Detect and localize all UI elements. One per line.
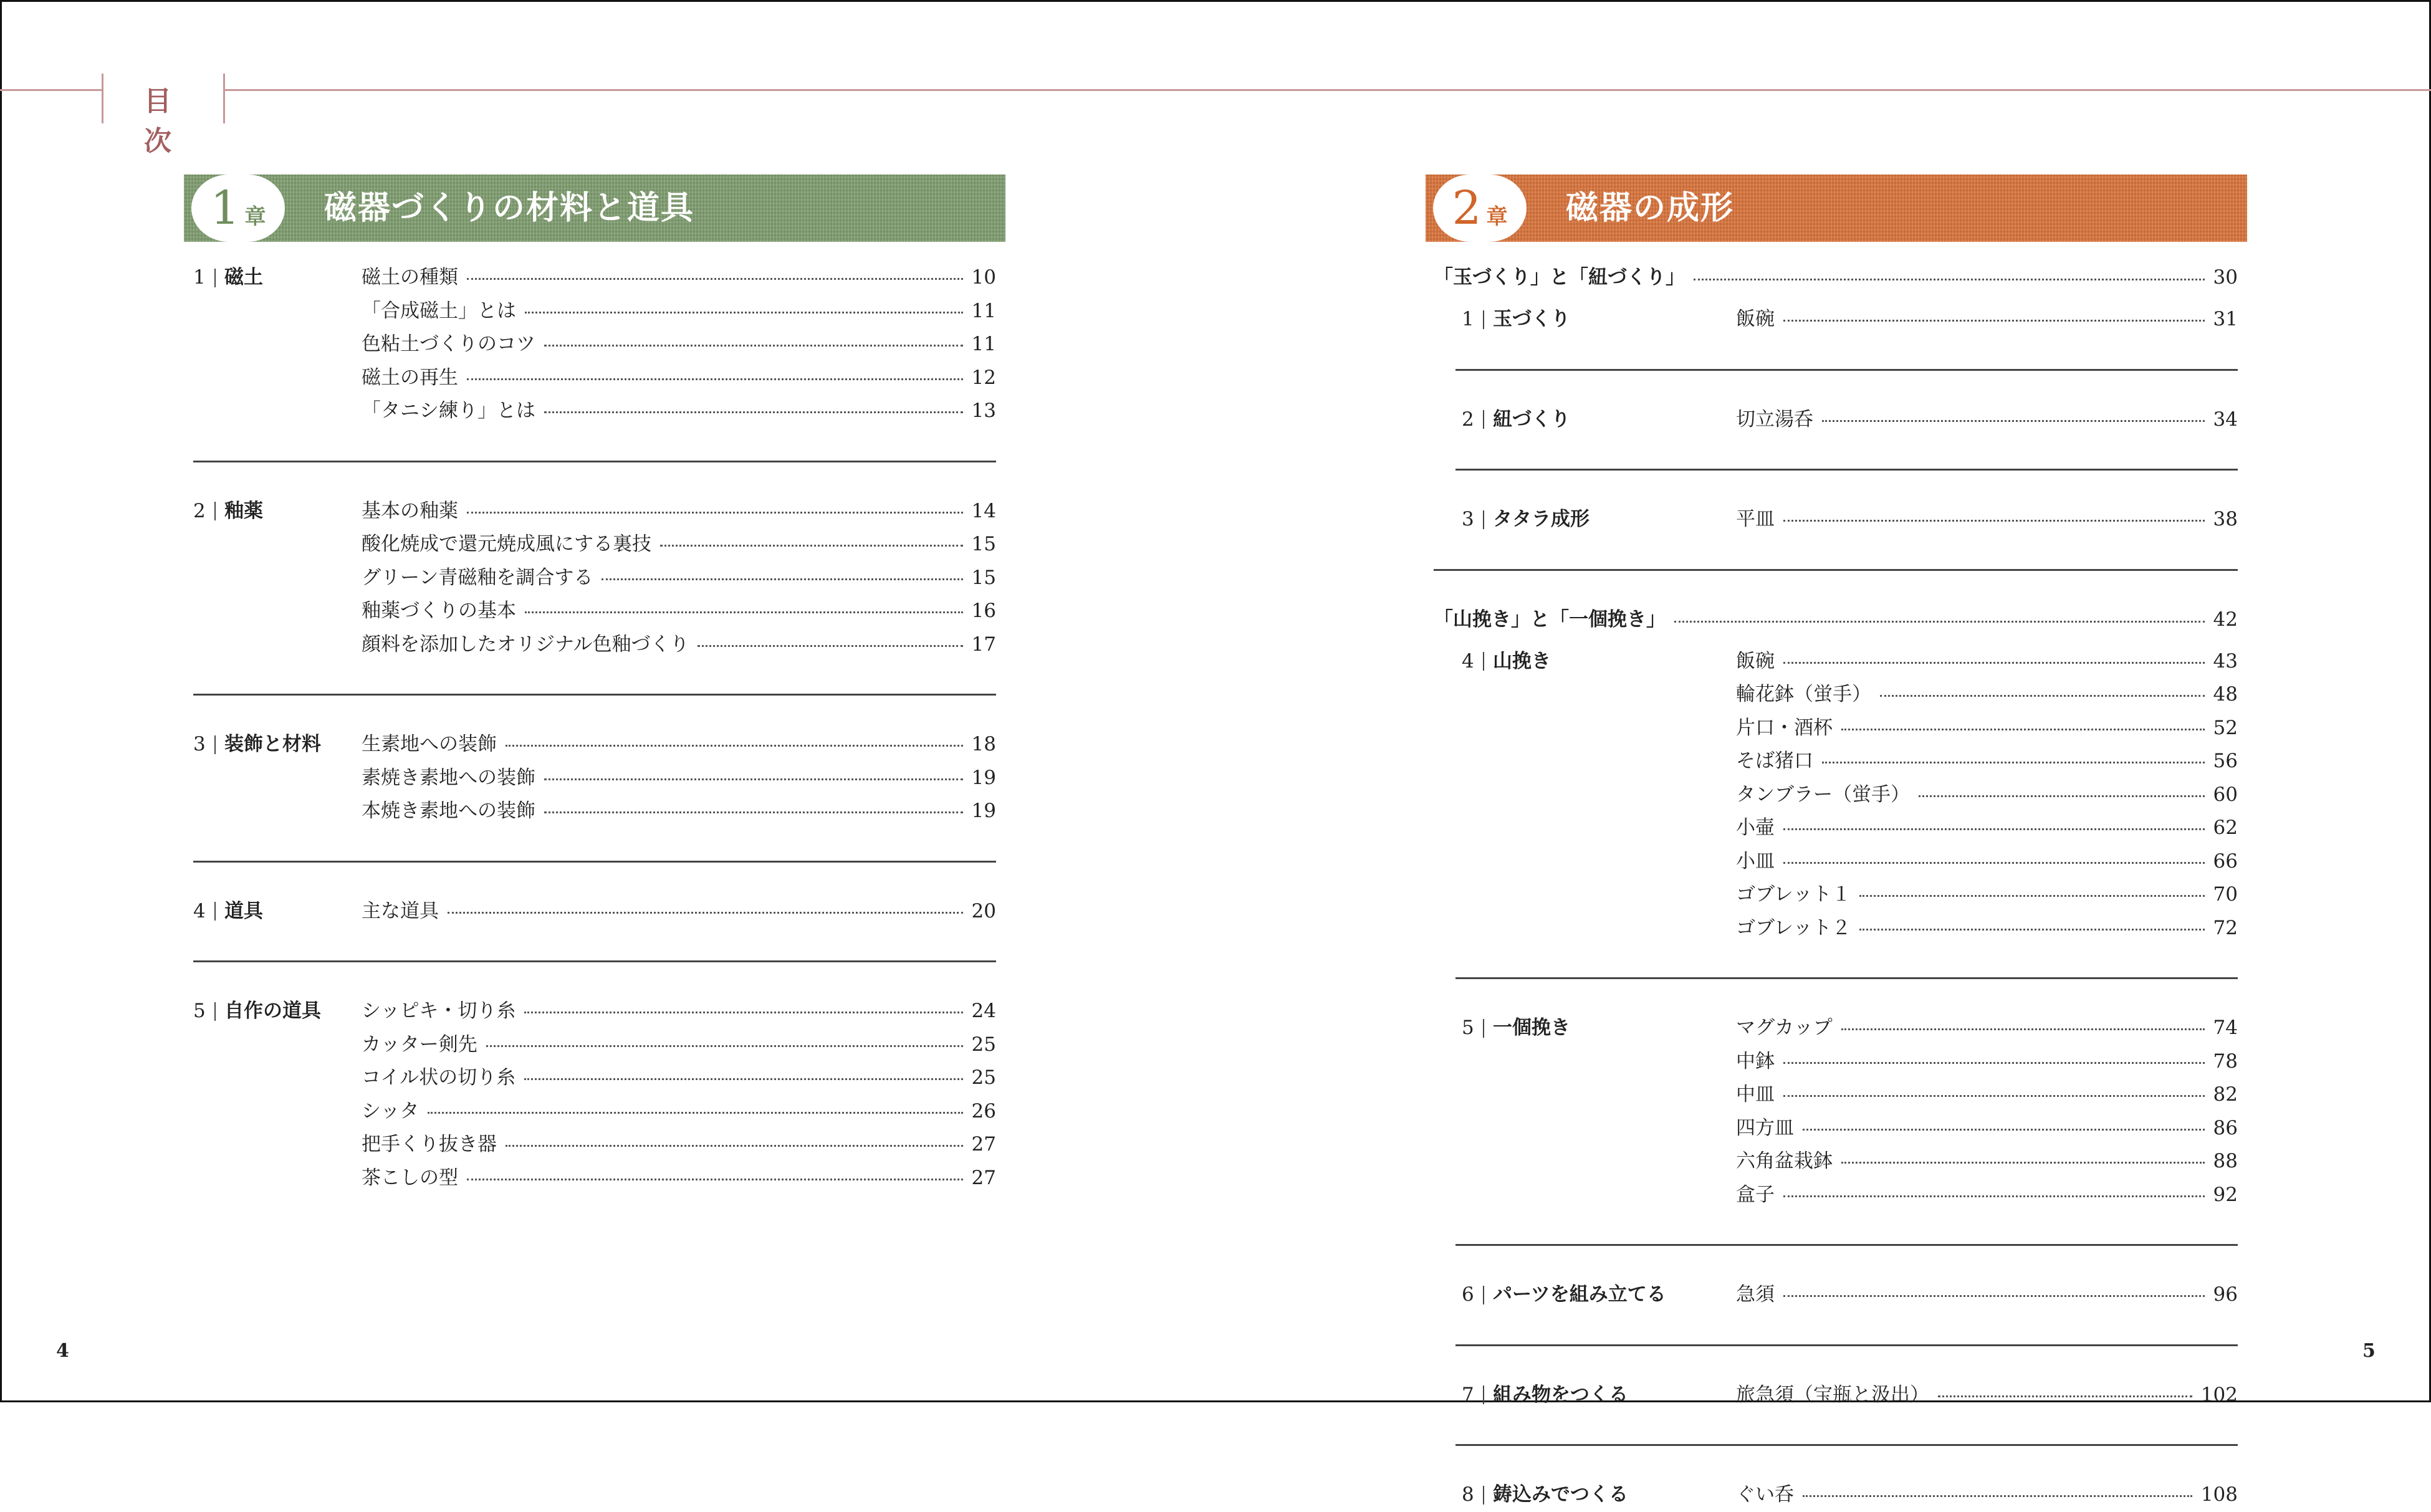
dot-leader — [524, 1078, 962, 1080]
dot-leader — [1822, 762, 2205, 763]
entry-label: 磁土の再生 — [362, 366, 458, 389]
dot-leader — [525, 611, 963, 613]
chapter-1-banner — [184, 175, 1005, 242]
section-separator — [1483, 1385, 1484, 1404]
page-number: 11 — [971, 333, 996, 355]
dot-leader — [428, 1112, 962, 1114]
section-divider — [193, 661, 996, 728]
section-title: 玉づくり — [1493, 308, 1570, 330]
page-number-right: 5 — [2362, 1340, 2376, 1362]
page-number: 74 — [2213, 1017, 2238, 1039]
entry-label: カッター剣先 — [362, 1033, 477, 1056]
toc-entry[interactable] — [193, 628, 996, 662]
section-title: 自作の道具 — [224, 1000, 321, 1022]
entry-label: 輪花鉢（蛍手） — [1736, 683, 1871, 706]
entry-label: シッピキ・切り糸 — [362, 1000, 516, 1022]
dot-leader — [467, 378, 963, 380]
section-divider — [1455, 1412, 2238, 1478]
dot-leader — [1783, 1295, 2205, 1297]
dot-leader — [524, 1012, 962, 1013]
entry-label: 酸化焼成で還元焼成風にする裏技 — [362, 533, 651, 555]
section-separator — [1483, 410, 1484, 429]
toc-entry[interactable] — [1434, 811, 2238, 845]
page-number: 12 — [971, 366, 996, 389]
toc-entry[interactable] — [1434, 778, 2238, 812]
entry-label: 主な道具 — [362, 899, 439, 922]
toc-entry[interactable] — [193, 795, 996, 828]
page-number: 25 — [971, 1033, 996, 1056]
section-label — [1462, 1278, 1736, 1312]
page-number: 14 — [971, 499, 996, 522]
page-number: 20 — [971, 899, 996, 922]
page-number: 66 — [2213, 849, 2238, 873]
entry-label: 素焼き素地への装飾 — [362, 766, 535, 789]
header-bracket-left — [102, 74, 103, 123]
dot-leader — [448, 912, 963, 914]
dot-leader — [544, 411, 963, 413]
toc-entry[interactable] — [1434, 1012, 2238, 1045]
entry-label: グリーン青磁釉を調合する — [362, 566, 593, 589]
page-number: 102 — [2200, 1383, 2238, 1406]
entry-label: 茶こしの型 — [362, 1166, 458, 1189]
group-heading-label: 「玉づくり」と「紐づくり」 — [1434, 266, 1685, 289]
entry-label: そば猪口 — [1736, 750, 1813, 772]
toc-entry[interactable] — [193, 1061, 996, 1095]
dot-leader — [467, 278, 963, 280]
page-number: 27 — [971, 1166, 996, 1189]
toc-entry[interactable] — [193, 562, 996, 595]
section-number: 2 — [1462, 408, 1474, 431]
dot-leader — [506, 745, 963, 747]
chapter-1-contents — [193, 261, 996, 1195]
toc-entry[interactable] — [1434, 745, 2238, 778]
entry-label: 本焼き素地への装飾 — [362, 800, 535, 822]
section-label — [1462, 645, 1736, 679]
section-divider — [193, 828, 996, 895]
section-number: 4 — [1462, 649, 1474, 672]
section-label — [1462, 403, 1736, 437]
dot-leader — [1803, 1129, 2205, 1131]
dot-leader — [1783, 320, 2205, 322]
page-number: 72 — [2213, 916, 2238, 939]
section-separator — [214, 902, 216, 921]
chapter-badge — [1433, 175, 1527, 242]
toc-entry[interactable] — [1434, 1478, 2238, 1512]
dot-leader — [1783, 662, 2205, 664]
dot-leader — [525, 312, 963, 313]
section-divider — [193, 428, 996, 495]
entry-label: 生素地への装飾 — [362, 733, 497, 755]
section-separator — [214, 1002, 216, 1021]
section-number: 1 — [1462, 308, 1474, 330]
section-separator — [214, 269, 216, 287]
page-number: 38 — [2213, 508, 2238, 530]
toc-title: 目次 — [144, 85, 184, 157]
page-number: 60 — [2213, 783, 2238, 806]
entry-label: 顔料を添加したオリジナル色釉づくり — [362, 633, 689, 656]
toc-entry[interactable] — [193, 1128, 996, 1162]
entry-label: 中皿 — [1736, 1083, 1775, 1106]
dot-leader — [1783, 1195, 2205, 1197]
dot-leader — [1841, 1028, 2205, 1030]
entry-label: 中鉢 — [1736, 1050, 1775, 1073]
page-number: 10 — [971, 266, 996, 289]
section-title: 組み物をつくる — [1493, 1383, 1628, 1406]
section-label — [1462, 1478, 1736, 1512]
entry-label: 「合成磁土」とは — [362, 299, 516, 322]
page-number: 108 — [2200, 1483, 2238, 1506]
section-separator — [1483, 1286, 1484, 1304]
page-number: 26 — [971, 1099, 996, 1122]
chapter-suffix: 章 — [1486, 204, 1508, 229]
section-separator — [1483, 1019, 1484, 1038]
toc-entry[interactable] — [193, 528, 996, 562]
toc-entry[interactable] — [1434, 878, 2238, 912]
dot-leader — [1783, 520, 2205, 522]
entry-label: 基本の釉薬 — [362, 499, 458, 522]
dot-leader — [506, 1145, 963, 1147]
toc-entry[interactable] — [1434, 1278, 2238, 1312]
section-separator — [1483, 652, 1484, 671]
dot-leader — [1841, 729, 2205, 730]
header-rule-right — [225, 89, 2431, 91]
group-heading-label: 「山挽き」と「一個挽き」 — [1434, 608, 1666, 631]
page-number: 96 — [2213, 1283, 2238, 1306]
dot-leader — [602, 578, 962, 580]
entry-label: 飯碗 — [1736, 308, 1775, 330]
page-number: 43 — [2213, 649, 2238, 672]
section-label — [193, 495, 362, 529]
section-title: パーツを組み立てる — [1493, 1283, 1666, 1306]
page-number: 48 — [2213, 683, 2238, 706]
section-label — [1462, 503, 1736, 537]
entry-label: 盒子 — [1736, 1183, 1775, 1206]
chapter-2-banner — [1426, 175, 2247, 242]
entry-label: 切立湯呑 — [1736, 408, 1813, 431]
section-label — [1462, 1379, 1736, 1412]
page-number: 18 — [971, 733, 996, 755]
section-divider — [1455, 337, 2238, 403]
toc-entry[interactable] — [193, 495, 996, 529]
page-number: 25 — [971, 1066, 996, 1089]
entry-label: タンブラー（蛍手） — [1736, 783, 1910, 806]
toc-entry[interactable] — [1434, 712, 2238, 745]
section-title: 磁土 — [224, 266, 263, 289]
toc-entry[interactable] — [193, 261, 996, 295]
toc-entry[interactable] — [193, 995, 996, 1028]
entry-label: マグカップ — [1736, 1017, 1833, 1039]
toc-entry[interactable] — [1434, 678, 2238, 712]
page-number: 16 — [971, 600, 996, 622]
dot-leader — [1859, 895, 2204, 897]
page-number: 56 — [2213, 750, 2238, 772]
section-label — [193, 728, 362, 762]
page-number: 19 — [971, 800, 996, 822]
page-number: 15 — [971, 533, 996, 555]
page-number: 70 — [2213, 883, 2238, 906]
section-number: 3 — [193, 733, 206, 755]
dot-leader — [1938, 1395, 2192, 1397]
toc-entry[interactable] — [193, 395, 996, 428]
section-number: 8 — [1462, 1483, 1474, 1506]
dot-leader — [1841, 1162, 2205, 1164]
entry-label: 片口・酒杯 — [1736, 716, 1833, 739]
toc-entry[interactable] — [1434, 303, 2238, 337]
section-separator — [214, 735, 216, 754]
header-rule-left — [0, 89, 102, 91]
toc-entry[interactable] — [193, 295, 996, 328]
toc-entry[interactable] — [193, 762, 996, 795]
page-number: 31 — [2213, 308, 2238, 330]
page-number: 86 — [2213, 1116, 2238, 1139]
toc-entry[interactable] — [193, 1095, 996, 1129]
section-separator — [214, 502, 216, 520]
page-number: 19 — [971, 766, 996, 789]
entry-label: 六角盆栽鉢 — [1736, 1150, 1833, 1172]
entry-label: 小壷 — [1736, 816, 1775, 839]
dot-leader — [544, 811, 963, 813]
dot-leader — [1919, 795, 2205, 797]
toc-entry[interactable] — [1434, 1145, 2238, 1179]
entry-label: 磁土の種類 — [362, 266, 458, 289]
entry-label: 旅急須（宝瓶と汲出） — [1736, 1383, 1929, 1406]
section-title: 一個挽き — [1493, 1017, 1570, 1039]
toc-entry[interactable] — [1434, 1045, 2238, 1079]
section-divider — [1455, 1312, 2238, 1379]
dot-leader — [1783, 828, 2205, 830]
dot-leader — [467, 512, 963, 514]
chapter-badge — [191, 175, 285, 242]
dot-leader — [544, 345, 963, 347]
section-separator — [1483, 310, 1484, 329]
dot-leader — [1803, 1495, 2192, 1497]
toc-entry[interactable] — [1434, 912, 2238, 945]
dot-leader — [1859, 929, 2204, 931]
header-bracket-right — [223, 74, 225, 123]
section-label — [1462, 1012, 1736, 1045]
group-heading[interactable] — [1434, 261, 2238, 303]
dot-leader — [1783, 1062, 2205, 1064]
toc-entry[interactable] — [1434, 1112, 2238, 1146]
page-number: 27 — [971, 1133, 996, 1156]
section-separator — [1483, 1486, 1484, 1505]
dot-leader — [467, 1179, 963, 1180]
section-number: 3 — [1462, 508, 1474, 530]
section-number: 4 — [193, 899, 206, 922]
chapter-title: 磁器づくりの材料と道具 — [324, 189, 695, 227]
toc-entry[interactable] — [1434, 1179, 2238, 1212]
toc-entry[interactable] — [1434, 403, 2238, 437]
dot-leader — [1880, 695, 2205, 697]
section-label — [193, 895, 362, 929]
section-divider — [1455, 1212, 2238, 1278]
group-heading[interactable] — [1434, 603, 2238, 645]
entry-label: ぐい呑 — [1736, 1483, 1794, 1506]
section-divider — [1434, 537, 2238, 603]
page-number: 52 — [2213, 716, 2238, 739]
toc-entry[interactable] — [193, 361, 996, 395]
page-number: 88 — [2213, 1150, 2238, 1172]
page-number: 82 — [2213, 1083, 2238, 1106]
page-number-left: 4 — [56, 1340, 69, 1362]
section-divider — [1455, 436, 2238, 503]
dot-leader — [1674, 621, 2205, 623]
section-number: 1 — [193, 266, 206, 289]
entry-label: 四方皿 — [1736, 1116, 1794, 1139]
page-number: 30 — [2213, 266, 2238, 289]
entry-label: コイル状の切り糸 — [362, 1066, 516, 1089]
toc-entry[interactable] — [1434, 845, 2238, 879]
toc-entry[interactable] — [1434, 1078, 2238, 1112]
toc-entry[interactable] — [1434, 1379, 2238, 1412]
dot-leader — [1694, 279, 2205, 280]
entry-label: 飯碗 — [1736, 649, 1775, 672]
section-title: 山挽き — [1493, 649, 1551, 672]
chapter-suffix: 章 — [244, 204, 266, 229]
section-title: 釉薬 — [224, 499, 263, 522]
dot-leader — [1783, 1095, 2205, 1097]
toc-entry[interactable] — [193, 1162, 996, 1195]
page-number: 92 — [2213, 1183, 2238, 1206]
entry-label: シッタ — [362, 1099, 420, 1122]
section-number: 6 — [1462, 1283, 1474, 1306]
section-number: 5 — [193, 1000, 206, 1022]
dot-leader — [486, 1045, 963, 1047]
entry-label: 平皿 — [1736, 508, 1775, 530]
entry-label: 小皿 — [1736, 849, 1775, 873]
section-label — [193, 995, 362, 1028]
toc-entry[interactable] — [193, 895, 996, 929]
entry-label: 「タニシ練り」とは — [362, 400, 535, 422]
toc-entry[interactable] — [1434, 503, 2238, 537]
entry-label: 色粘土づくりのコツ — [362, 333, 535, 355]
dot-leader — [1822, 420, 2205, 422]
chapter-2-contents — [1434, 261, 2238, 1512]
section-divider — [1455, 945, 2238, 1012]
toc-entry[interactable] — [1434, 645, 2238, 679]
page-number: 11 — [971, 299, 996, 322]
page-number: 15 — [971, 566, 996, 589]
section-title: 紐づくり — [1493, 408, 1570, 431]
section-separator — [1483, 510, 1484, 529]
section-title: 道具 — [224, 899, 263, 922]
section-divider — [193, 928, 996, 995]
section-title: タタラ成形 — [1493, 508, 1590, 530]
section-label — [1462, 303, 1736, 337]
page-number: 34 — [2213, 408, 2238, 431]
dot-leader — [698, 645, 962, 647]
section-label — [193, 261, 362, 295]
section-title: 装飾と材料 — [224, 733, 321, 755]
dot-leader — [544, 778, 963, 780]
section-number: 7 — [1462, 1383, 1474, 1406]
page-number: 13 — [971, 400, 996, 422]
page-number: 78 — [2213, 1050, 2238, 1073]
section-number: 2 — [193, 499, 206, 522]
page-number: 42 — [2213, 608, 2238, 631]
toc-entry[interactable] — [193, 595, 996, 628]
toc-entry[interactable] — [193, 328, 996, 361]
page-number: 24 — [971, 1000, 996, 1022]
dot-leader — [660, 545, 963, 547]
page-number: 62 — [2213, 816, 2238, 839]
chapter-number: 1 — [210, 181, 240, 235]
page-number: 17 — [971, 633, 996, 656]
toc-entry[interactable] — [193, 1028, 996, 1062]
chapter-title: 磁器の成形 — [1566, 189, 1735, 227]
entry-label: 急須 — [1736, 1283, 1775, 1306]
toc-entry[interactable] — [193, 728, 996, 762]
chapter-number: 2 — [1452, 181, 1482, 235]
entry-label: ゴブレット１ — [1736, 883, 1851, 906]
entry-label: 把手くり抜き器 — [362, 1133, 497, 1156]
entry-label: ゴブレット２ — [1736, 916, 1851, 939]
dot-leader — [1783, 862, 2205, 864]
section-number: 5 — [1462, 1017, 1474, 1039]
entry-label: 釉薬づくりの基本 — [362, 600, 516, 622]
section-title: 鋳込みでつくる — [1493, 1483, 1628, 1506]
